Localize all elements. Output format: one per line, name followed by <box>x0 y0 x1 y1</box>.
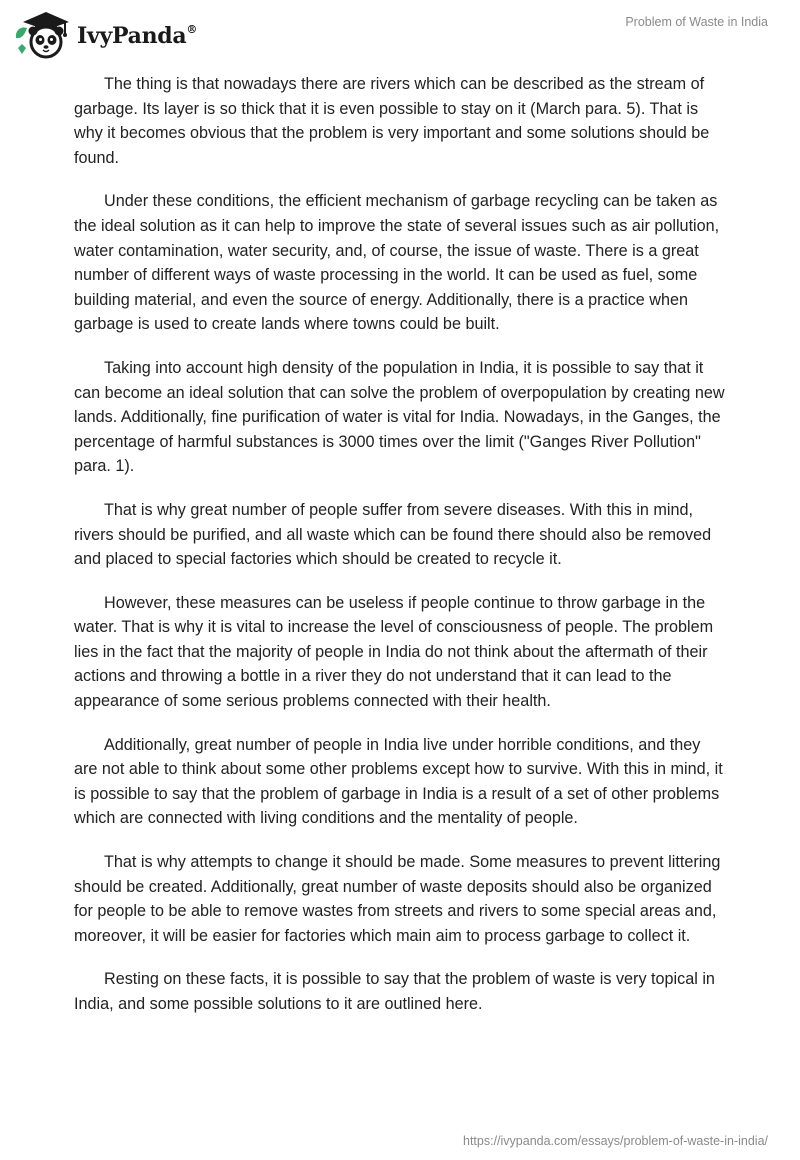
document-title: Problem of Waste in India <box>625 15 768 29</box>
paragraph: Under these conditions, the efficient mechanism of garbage recycling can be taken as the ideal solution as it can help to improve the state of several issues such as air pollution, water contamination, water security, and, of course, the issue of waste. There is a great number of different ways of waste processing in the world. It can be used as fuel, some building material, and even the source of energy. Additionally, there is a practice when garbage is used to create lands where towns could be built. <box>74 192 720 334</box>
paragraph: However, these measures can be useless if people continue to throw garbage in the water. That is why it is vital to increase the level of consciousness of people. The problem lies in the fact that the majority of people in India do not think about the aftermath of their actions and throwing a bottle in a river they do not understand that it can lead to the appearance of some serious problems connected with their health. <box>74 593 714 711</box>
paragraph: The thing is that nowadays there are rivers which can be described as the stream of garbage. Its layer is so thick that it is even possible to stay on it (March para. 5). That is why it becomes obvious that the problem is very important and some solutions should be found. <box>74 75 710 167</box>
page-header <box>0 0 800 70</box>
paragraph: That is why great number of people suffer from severe diseases. With this in mind, rivers should be purified, and all waste which can be found there should also be removed and placed to special factories which should be created to recycle it. <box>74 500 712 569</box>
paragraph: Additionally, great number of people in India live under horrible conditions, and they are not able to think about some other problems except how to survive. With this in mind, it is possible to say that the problem of garbage in India is a result of a set of other problems which are connected with living conditions and the mentality of people. <box>74 735 723 828</box>
panda-graduate-icon <box>13 8 73 60</box>
ivypanda-logo[interactable] <box>13 8 197 60</box>
essay-body <box>74 72 728 1036</box>
paragraph: That is why attempts to change it should be made. Some measures to prevent littering should be created. Additionally, great number of waste deposits should also be organized for people to be able to remove wastes from streets and rivers to some special areas and, moreover, it will be easier for factories which main aim to process garbage to collect it. <box>74 853 721 945</box>
paragraph: Taking into account high density of the population in India, it is possible to say that it can become an ideal solution that can solve the problem of overpopulation by creating new lands. Additionally, fine purification of water is vital for India. Nowadays, in the Ganges, the percentage of harmful substances is 3000 times over the limit ("Ganges River Pollution" para. 1). <box>74 358 725 476</box>
paragraph: Resting on these facts, it is possible to say that the problem of waste is very topical in India, and some possible solutions to it are outlined here. <box>74 970 715 1013</box>
source-url[interactable]: https://ivypanda.com/essays/problem-of-waste-in-india/ <box>463 1134 768 1148</box>
brand-name: IvyPanda® <box>77 22 198 49</box>
